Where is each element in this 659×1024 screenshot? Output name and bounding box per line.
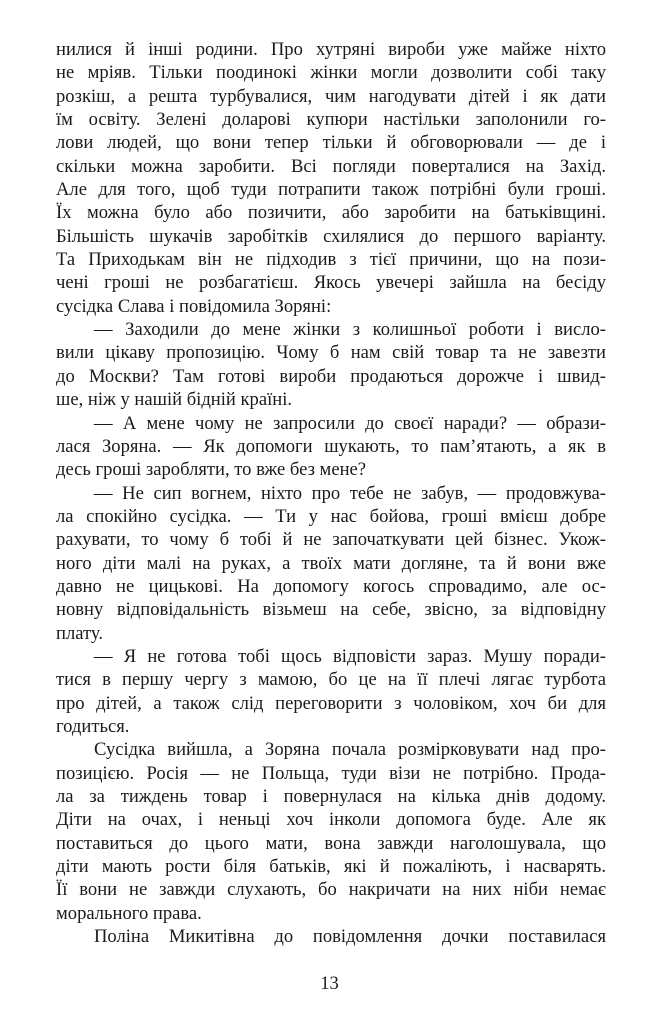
text-line: їм освіту. Зелені доларові купюри настільки заполонили го- [56,109,606,131]
text-line: ного діти малі на руках, а твоїх мати догляне, та й вони вже [56,552,606,574]
text-line: Але для того, щоб туди потрапити також потрібні були гроші. [56,179,606,201]
page-number: 13 [320,973,339,994]
text-line: — Не сип вогнем, ніхто про тебе не забув, — продовжува- [94,482,606,504]
text-line: тися в першу чергу з мамою, бо це на її плечі лягає турбота [56,669,606,691]
text-line: десь гроші заробляти, то вже без мене? [56,459,367,481]
text-line: Сусідка вийшла, а Зоряна почала розмірковувати над про- [94,739,606,761]
text-line: лови людей, що вони тепер тільки й обговорювали — де і [56,132,606,154]
text-line: чені гроші не розбагатієш. Якось увечері зайшла на бесіду [56,272,606,294]
text-line: Та Приходькам він не підходив з тієї причини, що на пози- [56,249,606,271]
text-line: до Москви? Там готові вироби продаються дорожче і швид- [56,365,606,387]
text-line: нилися й інші родини. Про хутряні вироби уже майже ніхто [56,39,606,60]
text-line: рахувати, то чому б тобі й не започаткувати цей бізнес. Укож- [56,529,606,551]
text-line: морального права. [56,902,202,924]
text-line: не мріяв. Тільки поодинокі жінки могли дозволити собі таку [56,62,606,84]
text-line: новну відповідальність візьмеш на себе, звісно, за відповідну [56,599,606,621]
text-line: скільки можна заробити. Всі погляди поверталися на Захід. [56,155,606,177]
text-line: — Заходили до мене жінки з колишньої роботи і вислo- [94,319,606,341]
text-line: плату. [56,622,103,644]
text-line: ше, ніж у нашій бідній країні. [56,389,293,411]
text-line: годиться. [56,715,130,737]
text-line: Поліна Микитівна до повідомлення дочки поставилася [94,926,606,948]
text-line: поставиться до цього мати, вона завжди наголошувала, що [56,832,606,854]
text-line: Їх можна було або позичити, або заробити на батьківщині. [56,202,606,224]
text-line: вили цікаву пропозицію. Чому б нам свій товар та не завезти [56,342,606,364]
text-line: позицією. Росія — не Польща, туди візи не потрібно. Прода- [56,762,606,784]
text-line: лася Зоряна. — Як допомоги шукають, то пам’ятають, а як в [56,435,606,457]
text-line: давно не цицькові. На допомогу когось спровадимо, але ос- [56,575,606,597]
text-line: діти мають рости біля батьків, які й пожаліють, і насварять. [56,856,606,878]
text-line: Діти на очах, і неньці хоч інколи допомога буде. Але як [56,809,606,831]
text-line: — А мене чому не запросили до своєї наради? — образи- [94,412,606,434]
text-line: — Я не готова тобі щось відповісти зараз. Мушу поради- [94,645,606,667]
text-line: ла спокійно сусідка. — Ти у нас бойова, гроші вмієш добре [56,505,606,527]
text-line: Її вони не завжди слухають, бо накричати на них ніби немає [56,879,606,901]
text-line: ла за тиждень товар і повернулася на кілька днів додому. [56,786,606,807]
text-line: розкіш, а решта турбувалися, чим нагодувати дітей і як дати [56,85,606,107]
text-line: сусідка Слава і повідомила Зоряні: [56,295,332,317]
text-line: Більшість шукачів заробітків схилялися до першого варіанту. [56,225,606,247]
text-line: про дітей, а також слід переговорити з чоловіком, хоч би для [56,692,606,714]
body-text [56,38,606,948]
